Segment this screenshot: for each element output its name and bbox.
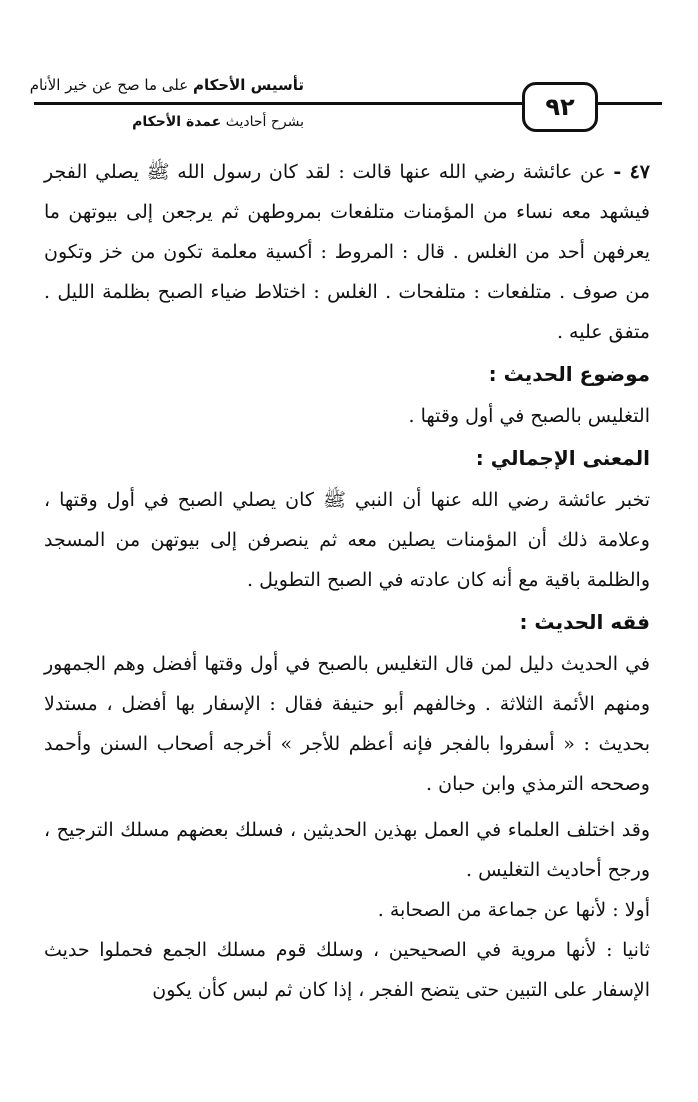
fiqh-paragraph-2: وقد اختلف العلماء في العمل بهذين الحديثين ، فسلك بعضهم مسلك الترجيح ، ورجح أحاديث التغليس . (44, 819, 650, 881)
book-subtitle-prefix: بشرح أحاديث (225, 114, 304, 130)
meaning-heading: المعنى الإجمالي : (475, 446, 650, 470)
fiqh-paragraph-1: في الحديث دليل لمن قال التغليس بالصبح في أول وقتها أفضل وهم الجمهور ومنهم الأئمة الثلاثة . وخالفهم أبو حنيفة فقال : الإسفار بها أفضل ، مستدلا بحديث : « أسفروا بالفجر فإنه أعظم للأجر » أخرجه أصحاب السنن وأحمد وصححه الترمذي وابن حبان . (44, 653, 650, 795)
page-number: ٩٢ (522, 82, 598, 132)
book-title-rest: على ما صح عن خير الأنام (29, 76, 189, 94)
topic-heading: موضوع الحديث : (488, 362, 650, 386)
book-subtitle-main: عمدة الأحكام (132, 114, 222, 130)
fiqh-paragraph-4: ثانيا : لأنها مروية في الصحيحين ، وسلك قوم مسلك الجمع فحملوا حديث الإسفار على التبين حتى يتضح الفجر ، إذا كان ثم لبس كأن يكون (44, 939, 650, 1001)
hadith-paragraph (44, 152, 650, 352)
book-title (29, 74, 304, 96)
topic-text: التغليس بالصبح في أول وقتها . (408, 405, 650, 427)
hadith-text: عن عائشة رضي الله عنها قالت : لقد كان رسول الله ﷺ يصلي الفجر فيشهد معه نساء من المؤمنات متلفعات بمروطهن ثم يرجعن إلى بيوتهن ما يعرفهن أحد من الغلس . قال : المروط : أكسية معلمة تكون من خز وتكون من صوف . متلفعات : متلفحات . الغلس : اختلاط ضياء الصبح بظلمة الليل . متفق عليه . (44, 161, 650, 343)
book-subtitle (34, 111, 304, 133)
fiqh-heading: فقه الحديث : (519, 610, 650, 634)
fiqh-paragraph-3: أولا : لأنها عن جماعة من الصحابة . (377, 899, 650, 921)
meaning-text: تخبر عائشة رضي الله عنها أن النبي ﷺ كان يصلي الصبح في أول وقتها ، وعلامة ذلك أن المؤمنات يصلين معه ثم ينصرفن إلى بيوتهن من المسجد والظلمة باقية مع أنه كان عادته في الصبح التطويل . (44, 489, 650, 591)
hadith-number: ٤٧ - (613, 161, 650, 183)
page-body (44, 152, 650, 1010)
book-title-main: تأسيس الأحكام (192, 76, 304, 94)
